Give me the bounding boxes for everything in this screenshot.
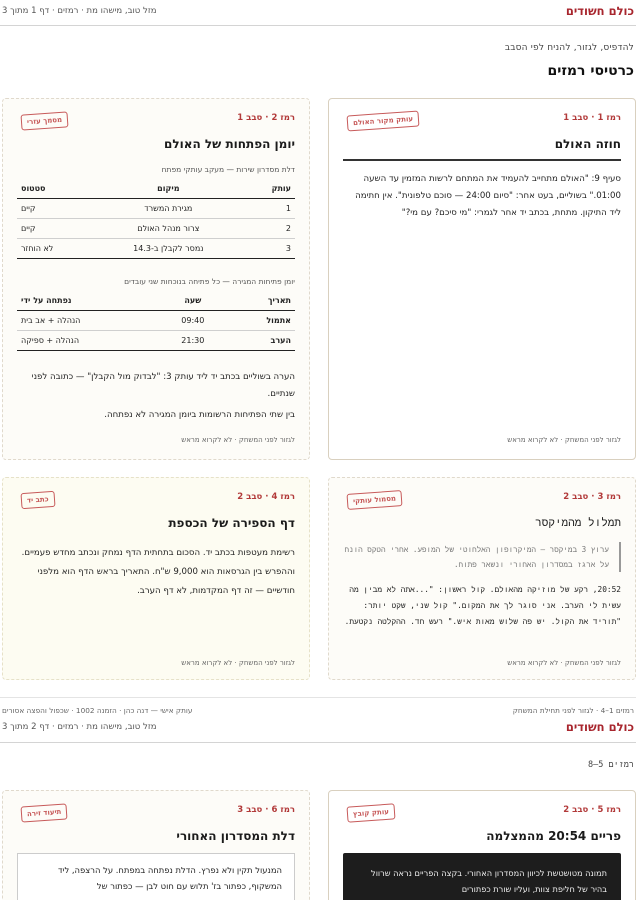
clue-card-6	[2, 790, 310, 900]
page-header	[0, 0, 636, 22]
clue-card-5	[328, 790, 636, 900]
page-meta: מזל טוב, מישהו מת · רמזים · דף 2 מתוך 3	[2, 722, 157, 732]
page-subtitle: להדפיס, לגזור, להניח לפי הסבב	[504, 43, 634, 53]
cell: 09:40	[160, 311, 226, 331]
cell: 2	[243, 219, 295, 239]
clue-card-2	[2, 98, 310, 460]
clue-footer: לגזור לפני המשחק · לא לקרוא מראש	[181, 659, 295, 667]
photo-description: תמונה מטושטשת לכיוון המסדרון האחורי. בקצה הפריים נראה שרוול בהיר של חליפת צוות, ועליו שורת כפתורים	[343, 853, 621, 900]
transcript-text: 20:52, רקע של מוזיקה מהאולם. קול ראשון: "...אתה לא מבין מה עשית לי הערב. אני סוגר לך את המקום." קול שני, שקט יותר: "תוריד את הקול. יש פה שלוש מאות איש." רעש חד. ההקלטה נקטעת.	[344, 585, 621, 626]
clue-footer: לגזור לפני המשחק · לא לקרוא מראש	[507, 436, 621, 444]
clue-card-4	[2, 477, 310, 680]
clue-label: רמז 3 · סבב 2	[563, 492, 621, 502]
section-title: כרטיסי רמזים	[547, 63, 634, 79]
col-header: עותק	[243, 179, 295, 199]
clue-label: רמז 4 · סבב 2	[237, 492, 295, 502]
clue-title: יומן הפתחות של האולם	[164, 137, 295, 151]
table-row	[17, 199, 295, 219]
footer-range: רמזים 1–4 · לגזור לפני תחילת המשחק	[512, 706, 634, 715]
stamp: עותק מקור האולם	[347, 111, 420, 132]
stamp: תיעוד זירה	[20, 803, 67, 822]
cell: קיים	[17, 199, 94, 219]
header-divider	[0, 742, 636, 743]
channel-note: ערוץ 3 במיקסר — המיקרופון האלחוטי של המופע. אחרי הטקס הונח על ארגז במסדרון האחורי ונשאר פתוח.	[343, 542, 621, 572]
drawer-note: בין שתי הפתיחות הרשומות ביומן המגירה לא נפתחה.	[104, 410, 295, 420]
cell: 1	[243, 199, 295, 219]
table-row	[17, 239, 295, 259]
margin-note: הערה בשוליים בכתב יד ליד עותק 3: "לבדוק מול הקבלן" — כתובה לפני שנתיים.	[31, 372, 295, 399]
cell: נמסר לקבלן ב-14.3	[94, 239, 243, 259]
cell: צרור מנהל האולם	[94, 219, 243, 239]
col-header: מיקום	[94, 179, 243, 199]
stamp: כתב יד	[20, 491, 55, 509]
clue-title: דלת המסדרון האחורי	[176, 829, 295, 843]
cell: 21:30	[160, 331, 226, 351]
scene-note: המנעול תקין ולא נפרץ. הדלת נפתחה במפתח. על הרצפה, ליד המשקוף, כפתור בז' תלוש עם חוט לבן — כפתור של	[17, 853, 295, 900]
cell: 3	[243, 239, 295, 259]
cell: לא הוחזר	[17, 239, 94, 259]
col-header: שעה	[160, 291, 226, 311]
table-row	[17, 219, 295, 239]
clue-card-3	[328, 477, 636, 680]
page-header	[0, 716, 636, 738]
stamp: עותק קובץ	[347, 803, 396, 822]
table-row	[17, 331, 295, 351]
table-row	[17, 311, 295, 331]
clue-label: רמז 6 · סבב 3	[237, 805, 295, 815]
table-caption: יומן פתיחות המגירה — כל פתיחה בנוכחות שני עובדים	[124, 277, 295, 286]
clue-title: דף הספירה של הכספת	[168, 516, 295, 530]
clue-footer: לגזור לפני המשחק · לא לקרוא מראש	[181, 436, 295, 444]
cell: אתמול	[226, 311, 295, 331]
clue-text: רשימת מעטפות בכתב יד. הסכום בתחתית הדף נמחק ונכתב מחדש פעמיים. וההפרש בין הגרסאות הוא 9,000 ש"ח. התאריך בראש הדף הוא מלפני חודשיים — זה דף המקדמות, לא דף הערב.	[21, 548, 295, 596]
cell: הנהלה + אב בית	[17, 311, 160, 331]
key-copies-table	[17, 179, 295, 259]
cell: מגירת המשרד	[94, 199, 243, 219]
cell: קיים	[17, 219, 94, 239]
stamp: מסמך עזרי	[20, 111, 68, 130]
clue-footer: לגזור לפני המשחק · לא לקרוא מראש	[507, 659, 621, 667]
clue-label: רמז 2 · סבב 1	[237, 113, 295, 123]
col-header: נפתחה על ידי	[17, 291, 160, 311]
clue-range-label: רמזים 5–8	[588, 760, 634, 770]
page-meta: מזל טוב, מישהו מת · רמזים · דף 1 מתוך 3	[2, 6, 157, 16]
page-divider	[0, 697, 636, 698]
table-caption: דלת מסדרון שירות — מעקב עותקי מפתח	[161, 165, 295, 174]
clue-label: רמז 1 · סבב 1	[563, 113, 621, 123]
clue-title: פריים 20:54 מהמצלמה	[486, 829, 621, 843]
clue-text: סעיף 9: "האולם מתחייב להעמיד את המתחם לרשות המזמין עד השעה 01:00." בשוליים, בעט אחר: "סיום 24:00 — סוכם טלפונית". אין חתימה ליד התיקון. מתחת, בכתב יד אחר לגמרי: "מי סיכם? עם מי?"	[355, 174, 621, 218]
col-header: סטטוס	[17, 179, 94, 199]
col-header: תאריך	[226, 291, 295, 311]
drawer-log-table	[17, 291, 295, 351]
page-footer	[0, 706, 636, 715]
header-divider	[0, 25, 636, 26]
cell: הערב	[226, 331, 295, 351]
cell: הנהלה + ספיקה	[17, 331, 160, 351]
footer-license: עותק אישי — דנה כהן · הזמנה 1002 · שכפול והפצה אסורים	[2, 706, 193, 715]
stamp: מסמול עותקי	[347, 490, 403, 510]
clue-card-1	[328, 98, 636, 460]
clue-label: רמז 5 · סבב 2	[563, 805, 621, 815]
brand-title: כולם חשודים	[565, 720, 634, 734]
clue-title: תמלול מהמיקסר	[535, 516, 621, 529]
clue-title: חוזה האולם	[554, 137, 621, 151]
title-rule	[343, 159, 621, 161]
brand-title: כולם חשודים	[565, 4, 634, 18]
